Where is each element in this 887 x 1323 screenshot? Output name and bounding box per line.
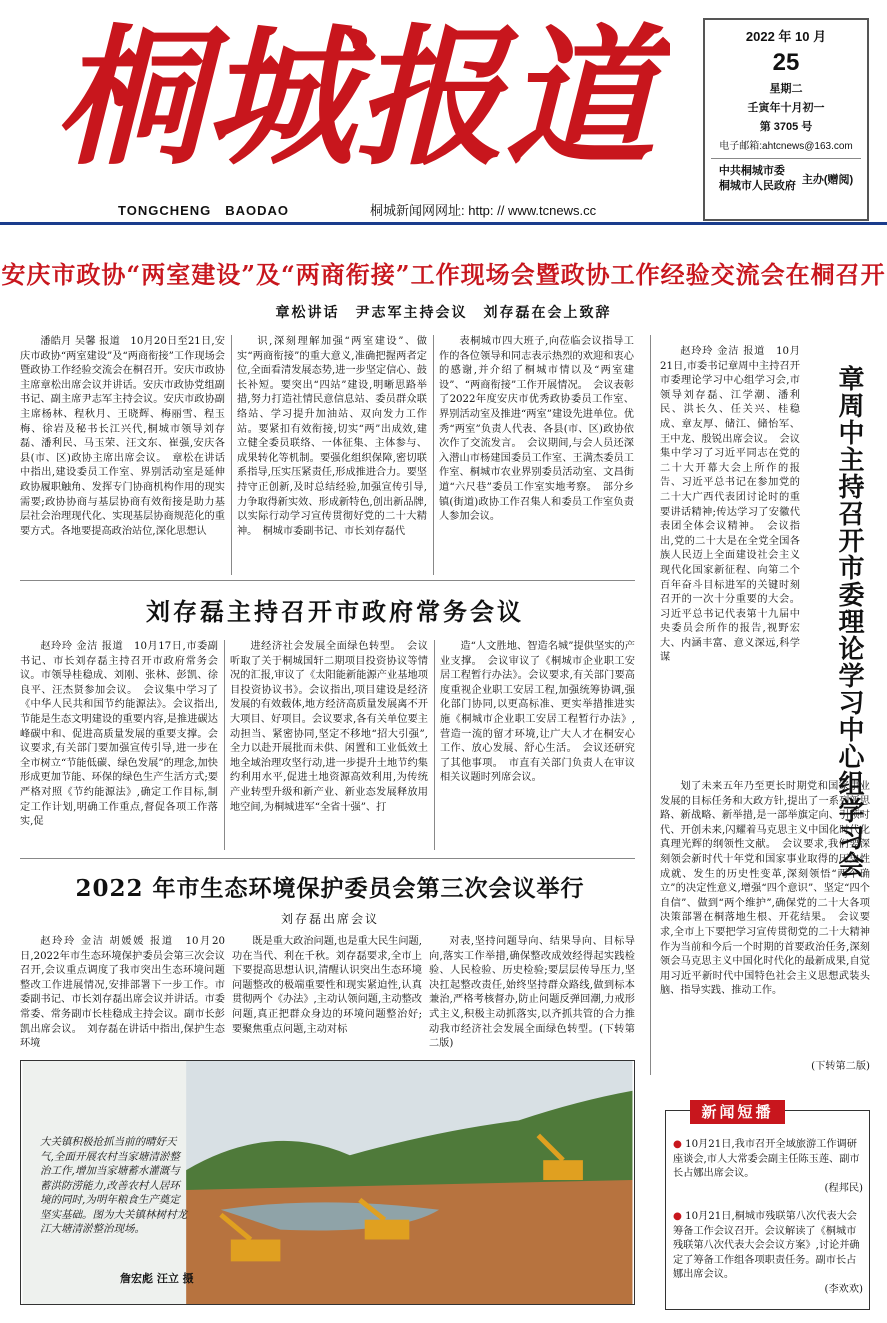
sponsor-line1: 中共桐城市委 <box>718 165 785 177</box>
day-number: 25 <box>772 49 800 76</box>
email: 电子邮箱:ahtcnews@163.com <box>719 141 853 152</box>
masthead <box>0 0 887 225</box>
year-month: 2022 年 10 月 <box>745 29 827 44</box>
article1-headline: 安庆市政协“两室建设”及“两商衔接”工作现场会暨政协工作经验交流会在桐召开 <box>1 260 886 289</box>
article2-col3: 造“人文胜地、智造名城”提供坚实的产业支撑。 会议审议了《桐城市企业职工安居工程暂行办法》。会议要求,有关部门要高度重视企业职工安居工程,加强统筹协调,强化部门协同,以更高标准、更实举措推进实施《桐城市企业职工安居工程暂行办法》,营造一流的留才环境,让广大人才在桐安心工作、放心发展、舒心生活。 会议还研究了其他事项。 市直有关部门负责人在审议相关议题时列席会议。 <box>440 641 635 784</box>
article1-col3: 表桐城市四大班子,向莅临会议指导工作的各位领导和同志表示热烈的欢迎和衷心的感谢,并介绍了桐城市情以及“两室建设”、“两商衔接”工作开展情况。 会议表彰了2022年度安庆市优秀政协委员工作室、界别活动室及推进“两室”建设先进单位。优秀“两室”负责人代表、各县(市、区)政协依次作了交流发言。 会议期间,与会人员还深入潜山市杨建国委员工作室、王满杰委员工作室、桐城市农业界别委员活动室、文昌街道“六尺巷”委员工作室实地考察。 部分乡镇(街道)政协工作召集人和委员工作室负责人参加会议。 <box>439 336 634 523</box>
article3-subhead: 刘存磊出席会议 <box>280 912 379 926</box>
article3-col1: 赵玲玲 金洁 胡媛媛 报道 10月20日,2022年市生态环境保护委员会第三次会议召开,会议重点调度了我市突出生态环境问题整改工作进展情况,安排部署下一步工作。市委副书记、市长刘存磊出席会议并讲话。市委常委、常务副市长桂稳成主持会议。副市长彭凯出席会议。 刘存磊在讲话中指出,保护生态环境 <box>20 936 225 1050</box>
article2-col2: 进经济社会发展全面绿色转型。 会议听取了关于桐城国轩二期项目投资协议等情况的汇报,审议了《太阳能新能源产业基地项目投资协议书》。会议指出,项目建设是经济发展的有效载体,地方经济高质量发展离不开大项目、好项目。会议要求,各有关单位要主动担当、紧密协同,坚定不移地“招大引强”,全力以赴开展批而未供、闲置和工业低效土地全域治理攻坚行动,进一步提升土地节约集约利用水平,促进土地资源高效利用,为传统产业转型升级和新产业、新业态发展释放用地空间,为桐城进军“全省十强”、打 <box>230 641 428 813</box>
column-divider <box>231 335 232 575</box>
photo-credit: 詹宏彪 汪立 摄 <box>120 1272 194 1285</box>
sponsor-suffix: 主办(赠阅) <box>801 174 854 186</box>
news-item-author: (李欢欢) <box>824 1283 863 1295</box>
newspaper-logo <box>40 15 670 185</box>
issue-number: 第 3705 号 <box>759 121 813 133</box>
sponsor-line2: 桐城市人民政府 <box>718 180 796 192</box>
news-item-author: (程邦民) <box>824 1182 863 1194</box>
column-divider <box>224 640 225 850</box>
article2-headline: 刘存磊主持召开市政府常务会议 <box>146 597 524 626</box>
column-divider <box>433 335 434 575</box>
logo-text: 桐城报道 <box>54 15 656 185</box>
masthead-pinyin: TONGCHENG BAODAO <box>118 203 290 218</box>
section-rule <box>20 858 635 859</box>
article4-continued: (下转第二版) <box>811 1061 870 1072</box>
bullet-icon: ● <box>673 1211 682 1222</box>
section-rule <box>20 580 635 581</box>
column-divider <box>650 335 651 1075</box>
article1-subhead: 章松讲话 尹志军主持会议 刘存磊在会上致辞 <box>275 305 612 321</box>
article4-top: 赵玲玲 金洁 报道 10月21日,市委书记章周中主持召开市委理论学习中心组学习会,市领导刘存磊、江学潮、潘利民、洪长久、任关兴、桂稳成、章友厚、储江、储怡军、王中龙、殷锐出席会议。 会议集中学习了习近平同志在党的二十大开幕大会上所作的报告、习近平总书记在参加党的二十大广西代表团讨论时的重要讲话精神;传达学习了安徽代表团全体会议精神。 会议指出,党的二十大是在全党全国各族人民迈上全面建设社会主义现代化国家新征程、向第二个百年奋斗目标进军的关键时刻召开的一次十分重要的大会。习近平总书记代表第十九届中央委员会所作的报告,视野宏大、内涵丰富、意义深远,科学谋 <box>660 346 800 664</box>
column-divider <box>434 640 435 850</box>
photo-caption: 大关镇积极抢抓当前的晴好天气,全面开展农村当家塘清淤整治工作,增加当家塘蓄水灌溉与蓄洪防涝能力,改善农村人居环境的同时,为明年粮食生产奠定坚实基础。图为大关镇林树村龙江大塘清淤整治现场。 <box>40 1136 187 1235</box>
article3-col2: 既是重大政治问题,也是重大民生问题,功在当代、利在千秋。刘存磊要求,全市上下要提高思想认识,清醒认识突出生态环境问题整改的极端重要性和现实紧迫性,认真贯彻两个《办法》,主动认领问题,主动整改问题,真正把群众身边的环境问题整治好;要聚焦重点问题,主动对标 <box>232 936 422 1035</box>
news-item-text: 10月21日,我市召开全域旅游工作调研座谈会,市人大常委会副主任陈玉莲、副市长占娜出席会议。 <box>673 1139 860 1180</box>
sponsor <box>711 158 861 194</box>
article4-headline: 章周中主持召开市委理论学习中心组学习会 <box>834 365 864 878</box>
masthead-website[interactable]: 桐城新闻网网址: http: // www.tcnews.cc <box>370 203 597 218</box>
news-item-text: 10月21日,桐城市残联第八次代表大会筹备工作会议召开。会议解读了《桐城市残联第八次代表大会会议方案》,讨论并确定了筹备工作组各项职责任务。副市长占娜出席会议。 <box>673 1211 860 1281</box>
article3-headline: 2022 年市生态环境保护委员会第三次会议举行 <box>75 875 585 902</box>
date-box <box>703 18 869 221</box>
article1-col2: 识,深刻理解加强“两室建设”、做实“两商衔接”的重大意义,准确把握两者定位,全面看清发展态势,进一步坚定信心、鼓长补短。要突出“四站”建设,明晰思路举措,努力打造社情民意信息站、委员群众联络站、学习提升加油站、双向发力工作站。要紧扣有效衔接,切实“两”出成效,建立健全委员联络、一体征集、主体参与、成果转化等机制。要强化组织保障,密切联系指导,压实压紧责任,形成推进合力。要坚持守正创新,及时总结经验,加强宣传引导,力争取得新实效、形成新特色,创出新品牌,以实际行动学习宣传贯彻好党的二十大精神。 桐城市委副书记、市长刘存磊代 <box>237 336 427 537</box>
lunar-date: 壬寅年十月初一 <box>747 102 825 114</box>
article2-col1: 赵玲玲 金洁 报道 10月17日,市委副书记、市长刘存磊主持召开市政府常务会议。市领导桂稳成、刘刚、张林、彭凯、徐良平、汪杰贤参加会议。 会议集中学习了《中华人民共和国节约能源法》。会议指出,节能是生态文明建设的重要内容,是推进碳达峰碳中和、促进高质量发展的重要支撑。会议要求,有关部门要加强宣传引导,进一步在全市树立“节能低碳、绿色发展”的理念,加快形成更加节能、环保的绿色生产生活方式;要严格对照《节约能源法》,确定工作目标,制定工作计划,明确工作重点,督促各项工作落实,促 <box>20 641 218 828</box>
news-item <box>673 1138 863 1196</box>
article3-col3: 对表,坚持问题导向、结果导向、目标导向,落实工作举措,确保整改成效经得起实践检验、人民检验、历史检验;要层层传导压力,坚决扛起整改责任,始终坚持群众路线,做到标本兼治,严格考核督办,防止问题反弹回潮,力戒形式主义,积极主动抓落实,以齐抓共管的合力推动我市经济社会发展全面绿色转型。(下转第二版) <box>429 936 635 1050</box>
news-item <box>673 1210 863 1298</box>
masthead-rule <box>0 222 887 225</box>
news-brief-title: 新闻短播 <box>690 1100 785 1124</box>
bullet-icon: ● <box>673 1139 682 1150</box>
article1-col1: 潘皓月 吴馨 报道 10月20日至21日,安庆市政协“两室建设”及“两商衔接”工作现场会暨政协工作经验交流会在桐召开。安庆市政协主席章松出席会议并讲话。安庆市政协党组副书记、副主席尹志军主持会议。安庆市政协副主席杨林、程秋月、王晓辉、梅丽雪、程玉梅、徐岩及秘书长江兴代,桐城市领导刘存磊、潘利民、马玉荣、汪文东、崔强,安庆各县(市、区)政协主席出席会议。 章松在讲话中指出,建设委员工作室、界别活动室是延伸政协履职触角、发挥专门协商机构作用的现实需要;政协协商与基层协商有效衔接是助力基层社会治理现代化、实现基层协商规范化的重要方式。各地要提高政治站位,深化思想认 <box>20 336 225 537</box>
weekday: 星期二 <box>769 83 803 95</box>
article4-bottom: 划了未来五年乃至更长时期党和国家事业发展的目标任务和大政方针,提出了一系列新思路、新战略、新举措,是一部举旗定向、引领时代、开创未来,闪耀着马克思主义中国化时代化真理光辉的纲领性文献。 会议要求,我们要深刻领会新时代十年党和国家事业取得的历史性成就、发生的历史性变革,深刻领悟“两个确立”的决定性意义,增强“四个意识”、坚定“四个自信”、做到“两个维护”,确保党的二十大各项决策部署在桐落地生根、开花结果。 会议要求,全市上下要把学习宣传贯彻党的二十大精神作为当前和今后一个时期的首要政治任务,深刻领会马克思主义中国化时代化的最新成果,自觉用习近平新时代中国特色社会主义思想武装头脑、指导实践、推动工作。 <box>660 781 870 997</box>
